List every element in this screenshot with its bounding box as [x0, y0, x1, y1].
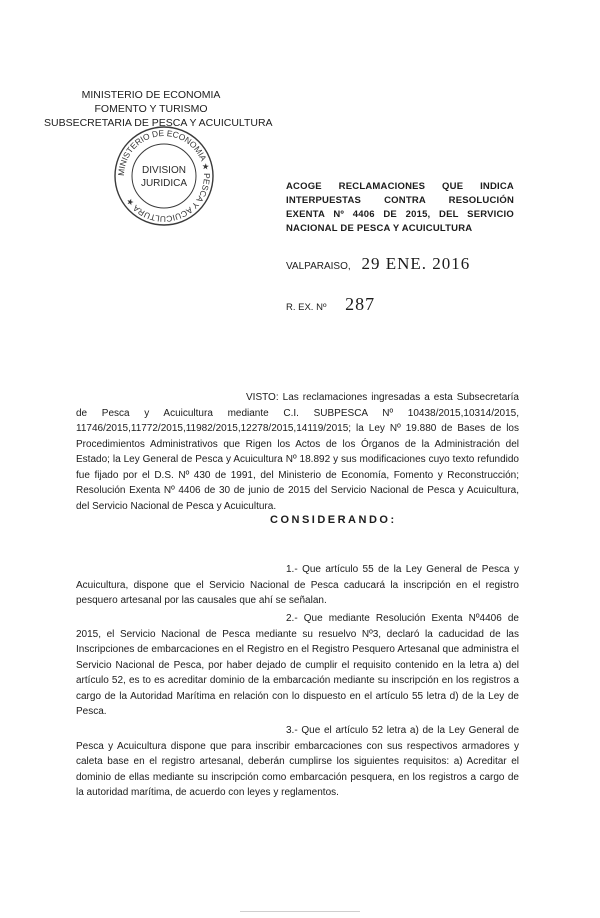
letterhead-ministry-sub: FOMENTO Y TURISMO — [94, 103, 208, 115]
subject-block: ACOGE RECLAMACIONES QUE INDICA INTERPUESTAS CONTRA RESOLUCIÓN EXENTA Nº 4406 DE 2015, DEL SERVICIO NACIONAL DE PESCA Y ACUICULTURA — [286, 181, 514, 234]
visto-paragraph: VISTO: Las reclamaciones ingresadas a esta Subsecretaría de Pesca y Acuicultura mediante C.I. SUBPESCA Nº 10438/2015,10314/2015, 11746/2015,11772/2015,11982/2015,12278/2015,14119/2015; la Ley Nº 19.880 de Bases de los Procedimientos Administrativos que Rigen los Actos de los Órganos de la Administración del Estado; la Ley General de Pesca y Acuicultura Nº 18.892 y sus modificaciones cuyo texto refundido fue fijado por el D.S. Nº 430 de 1991, del Ministerio de Economía, Fomento y Reconstrucción; Resolución Exenta Nº 4406 de 30 de junio de 2015 del Servicio Nacional de Pesca y Acuicultura, del Servicio Nacional de Pesca y Acuicultura. — [76, 392, 519, 512]
stamp-center-line2: JURIDICA — [140, 178, 188, 189]
letterhead-ministry: MINISTERIO DE ECONOMIA — [81, 89, 221, 101]
considerando-heading: CONSIDERANDO: — [270, 514, 397, 526]
rex-label: R. EX. Nº — [286, 302, 327, 313]
place-date — [286, 254, 470, 274]
date-stamp: 29 ENE. 2016 — [361, 254, 471, 273]
page-bottom-rule — [240, 911, 360, 912]
considerando-paragraph-2: 2.- Que mediante Resolución Exenta Nº4406 de 2015, el Servicio Nacional de Pesca mediante su resuelvo Nº3, declaró la caducidad de las Inscripciones de embarcaciones en el Registro en el Registro Pesquero Artesanal que administra el Servicio Nacional de Pesca, por haber dejado de cumplir el requisito contenido en la letra a) del artículo 52, es to es acreditar dominio de la embarcación mediante su inscripción en los registros a cargo de la Autoridad Marítima en relación con lo dispuesto en el artículo 55 letra d) de la Ley de Pesca. — [76, 613, 519, 717]
stamp-ring-text: MINISTERIO DE ECONOMIA ★ PESCA Y ACUICULTURA ★ — [115, 127, 213, 225]
stamp-center-line1: DIVISION — [142, 165, 186, 176]
considerando-paragraph-3: 3.- Que el artículo 52 letra a) de la Ley General de Pesca y Acuicultura dispone que para inscribir embarcaciones con sus respectivos armadores y caleta base en el registro artesanal, deberán cumplirse los siguientes requisitos: a) Acreditar el dominio de ellas mediante su inscripción como embarcación pesquera, en los registros a cargo de la autoridad marítima, de acuerdo con leyes y reglamentos. — [76, 725, 519, 798]
rex-number: 287 — [345, 294, 376, 314]
letterhead-subsecretaria: SUBSECRETARIA DE PESCA Y ACUICULTURA — [44, 117, 273, 129]
resolution-number — [286, 294, 375, 315]
considerando-paragraph-1: 1.- Que artículo 55 de la Ley General de Pesca y Acuicultura, dispone que el Servicio Nacional de Pesca caducará la inscripción en el registro pesquero artesanal por las causales que ahí se señalan. — [76, 564, 519, 606]
juridica-stamp — [112, 124, 216, 228]
place-label: VALPARAISO, — [286, 261, 351, 272]
